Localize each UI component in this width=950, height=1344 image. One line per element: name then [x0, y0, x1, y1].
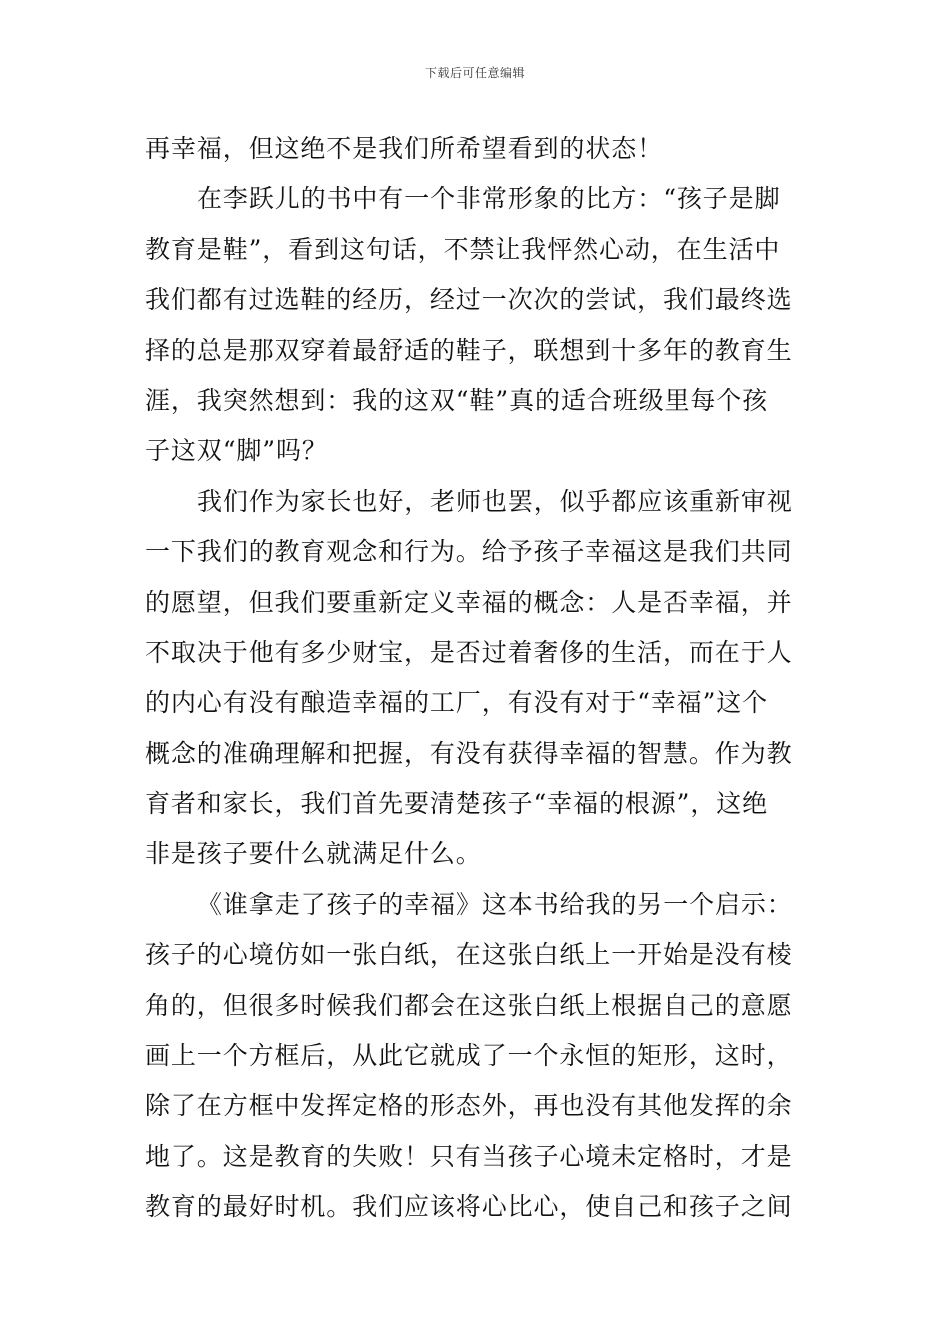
- text-line: 择的总是那双穿着最舒适的鞋子，联想到十多年的教育生: [145, 335, 793, 365]
- paragraph-start-line: 《谁拿走了孩子的幸福》这本书给我的另一个启示：: [197, 889, 793, 919]
- page-header: 下载后可任意编辑: [424, 66, 525, 80]
- text-line: 我们都有过选鞋的经历，经过一次次的尝试，我们最终选: [145, 285, 793, 315]
- text-line: 非是孩子要什么就满足什么。: [145, 839, 482, 869]
- text-line: 教育的最好时机。我们应该将心比心，使自己和孩子之间: [145, 1192, 793, 1222]
- paragraph-start-line: 在李跃儿的书中有一个非常形象的比方：“孩子是脚: [197, 184, 781, 214]
- text-line: 子这双“脚”吗？: [145, 436, 328, 466]
- text-line: 地了。这是教育的失败！只有当孩子心境未定格时，才是: [145, 1141, 793, 1171]
- text-line: 画上一个方框后，从此它就成了一个永恒的矩形，这时，: [145, 1041, 793, 1071]
- text-line: 除了在方框中发挥定格的形态外，再也没有其他发挥的余: [145, 1091, 793, 1121]
- text-line: 育者和家长，我们首先要清楚孩子“幸福的根源”，这绝: [145, 789, 769, 819]
- paragraph-start-line: 我们作为家长也好，老师也罢，似乎都应该重新审视: [197, 486, 793, 516]
- text-line: 一下我们的教育观念和行为。给予孩子幸福这是我们共同: [145, 537, 793, 567]
- text-line: 再幸福，但这绝不是我们所希望看到的状态！: [145, 134, 664, 163]
- body-text: [145, 124, 809, 1233]
- text-line: 孩子的心境仿如一张白纸，在这张白纸上一开始是没有棱: [145, 940, 793, 970]
- text-line: 角的，但很多时候我们都会在这张白纸上根据自己的意愿: [145, 990, 793, 1020]
- text-line: 概念的准确理解和把握，有没有获得幸福的智慧。作为教: [145, 738, 793, 768]
- text-line: 的内心有没有酿造幸福的工厂，有没有对于“幸福”这个: [145, 688, 769, 718]
- text-line: 教育是鞋”，看到这句话，不禁让我怦然心动，在生活中: [145, 234, 781, 264]
- text-line: 不取决于他有多少财宝，是否过着奢侈的生活，而在于人: [145, 637, 793, 667]
- text-line: 涯，我突然想到：我的这双“鞋”真的适合班级里每个孩: [145, 385, 769, 415]
- text-line: 的愿望，但我们要重新定义幸福的概念：人是否幸福，并: [145, 587, 793, 617]
